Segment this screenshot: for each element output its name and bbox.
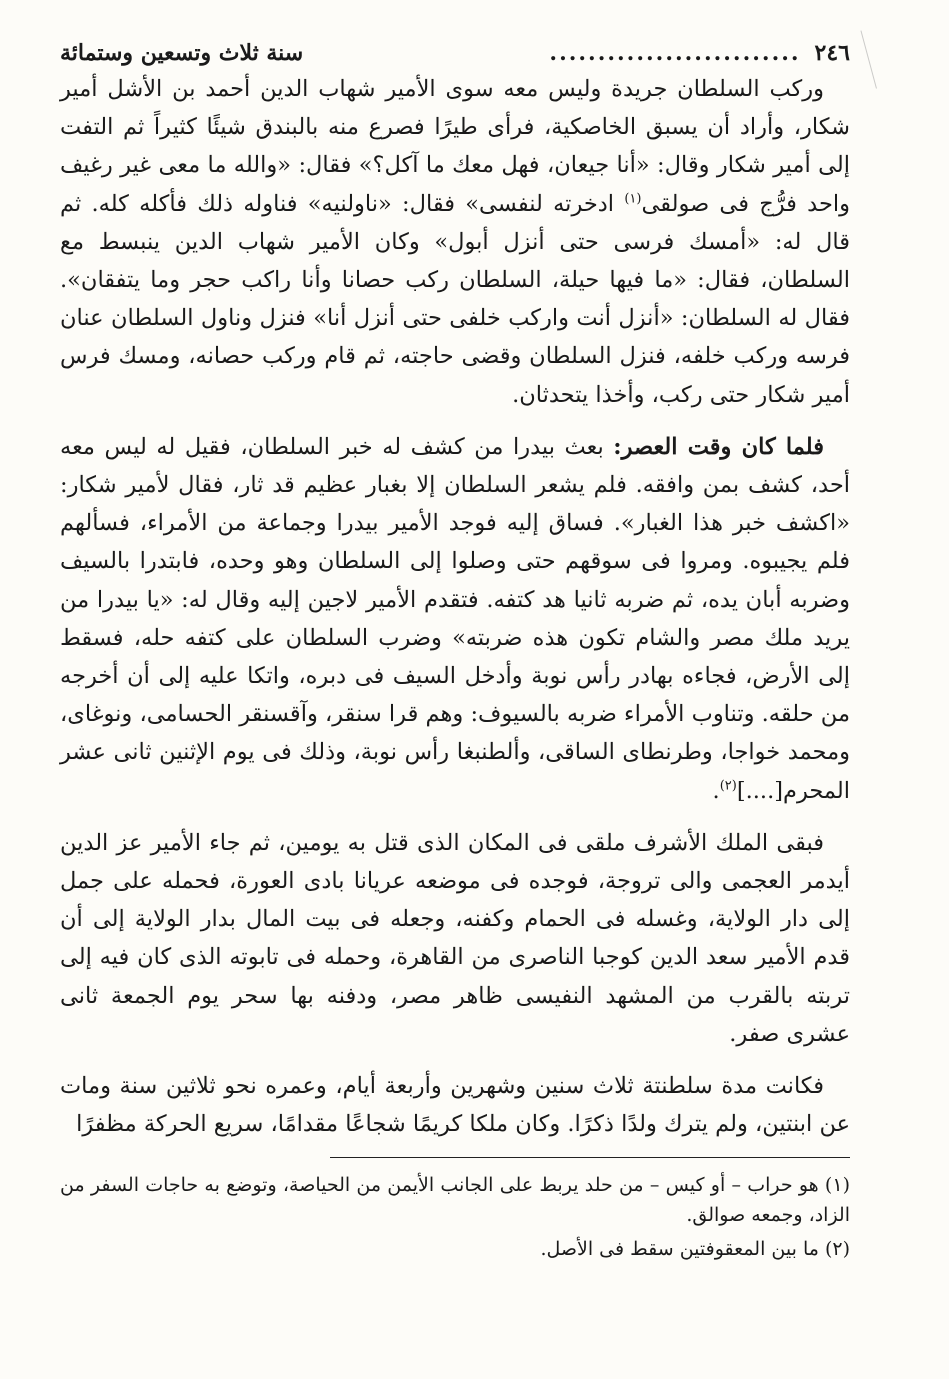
- footnote-1: (١) هو حراب – أو كيس – من حلد يربط على الجانب الأيمن من الحياصة، وتوضع به حاجات السفر من الزاد، وجمعه صوالق.: [60, 1174, 850, 1227]
- running-header: [60, 38, 850, 68]
- paragraph-1: [60, 70, 850, 414]
- paragraph-1-text: وركب السلطان جريدة وليس معه سوى الأمير شهاب الدين أحمد بن الأشل أمير شكار، وأراد أن يسبق الخاصكية، فرأى طيرًا فصرع منه بالبندق شيئًا كثيراً ثم التفت إلى أمير شكار وقال: «أنا جيعان، فهل معك ما آكل؟» فقال: «والله ما معى غير رغيف واحد فرُّج فى صولقى: [60, 76, 851, 217]
- margin-mark: [860, 27, 888, 88]
- paragraph-2: [60, 428, 850, 810]
- header-dots: ..........................: [549, 40, 801, 66]
- footnote-ref-2: (٢): [719, 778, 737, 794]
- paragraph-3: فبقى الملك الأشرف ملقى فى المكان الذى قتل به يومين، ثم جاء الأمير عز الدين أيدمر العجمى والى تروجة، فوجده فى موضعه عريانا بادى العورة، فحمله على جمل إلى دار الولاية، وغسله فى الحمام وكفنه، وجعله فى بيت المال بدار الولاية إلى أن قدم الأمير سعد الدين كوجبا الناصرى من القاهرة، وحمله فى تابوته الذى كان فيه إلى تربته بالقرب من المشهد النفيسى ظاهر مصر، ودفنه بها سحر يوم الجمعة ثانى عشرى صفر.: [60, 829, 850, 1047]
- page-number: ٢٤٦: [814, 40, 850, 66]
- footnote-divider: [330, 1157, 850, 1158]
- paragraph-2-lead: فلما كان وقت العصر:: [613, 433, 824, 460]
- document-page: [60, 38, 850, 1268]
- paragraph-2-end: .: [712, 777, 720, 804]
- paragraph-4: فكانت مدة سلطنتة ثلاث سنين وشهرين وأربعة أيام، وعمره نحو ثلاثين سنة ومات عن ابنتين، ولم يترك ولدًا ذكرًا. وكان ملكا كريمًا شجاعًا مقدامًا، سريع الحركة مظفرًا: [60, 1073, 850, 1138]
- footnote-2: (٢) ما بين المعقوفتين سقط فى الأصل.: [540, 1238, 850, 1261]
- paragraph-2-text: بعث بيدرا من كشف له خبر السلطان، فقيل له ليس معه أحد، كشف بمن وافقه. فلم يشعر السلطان إلا بغبار عظيم قد ثار، فقال لأمير شكار: «اكشف خبر هذا الغبار». فساق إليه فوجد الأمير بيدرا وجماعة من الأمراء، فسألهم فلم يجيبوه. ومروا فى سوقهم حتى وصلوا إلى السلطان وهو وحده، فابتدرا بالسيف وضربه أبان يده، ثم ضربه ثانيا هد كتفه. فتقدم الأمير لاجين إليه وقال له: «يا بيدرا من يريد ملك مصر والشام تكون هذه ضربته» وضرب السلطان على كتفه حله، فسقط إلى الأرض، فجاءه بهادر رأس نوبة وأدخل السيف فى دبره، واتكا عليه إلى أن أخرجه من حلقه. وتناوب الأمراء ضربه بالسيوف: وهم قرا سنقر، وآقسنقر الحسامى، ونوغاى، ومحمد خواجا، وطرنطاى الساقى، وألطنبغا رأس نوبة، وذلك فى يوم الإثنين ثانى عشر المحرم[....]: [60, 433, 850, 804]
- footnote-ref-1: (١): [624, 191, 642, 207]
- paragraph-1-rest: ادخرته لنفسى» فقال: «ناولنيه» فناوله ذلك فأكله كله. ثم قال له: «أمسك فرسى حتى أنزل أبول» وكان الأمير شهاب الدين ينبسط مع السلطان، فقال: «ما فيها حيلة، السلطان ركب حصانا وأنا راكب حجر وما يتفقان». فقال له السلطان: «أنزل أنت واركب خلفى حتى أنزل أنا» فنزل وناول السلطان عنان فرسه وركب خلفه، فنزل السلطان وقضى حاجته، ثم قام وركب حصانه، ومسك فرس أمير شكار حتى ركب، وأخذا يتحدثان.: [60, 190, 850, 408]
- header-title: سنة ثلاث وتسعين وستمائة: [60, 40, 304, 66]
